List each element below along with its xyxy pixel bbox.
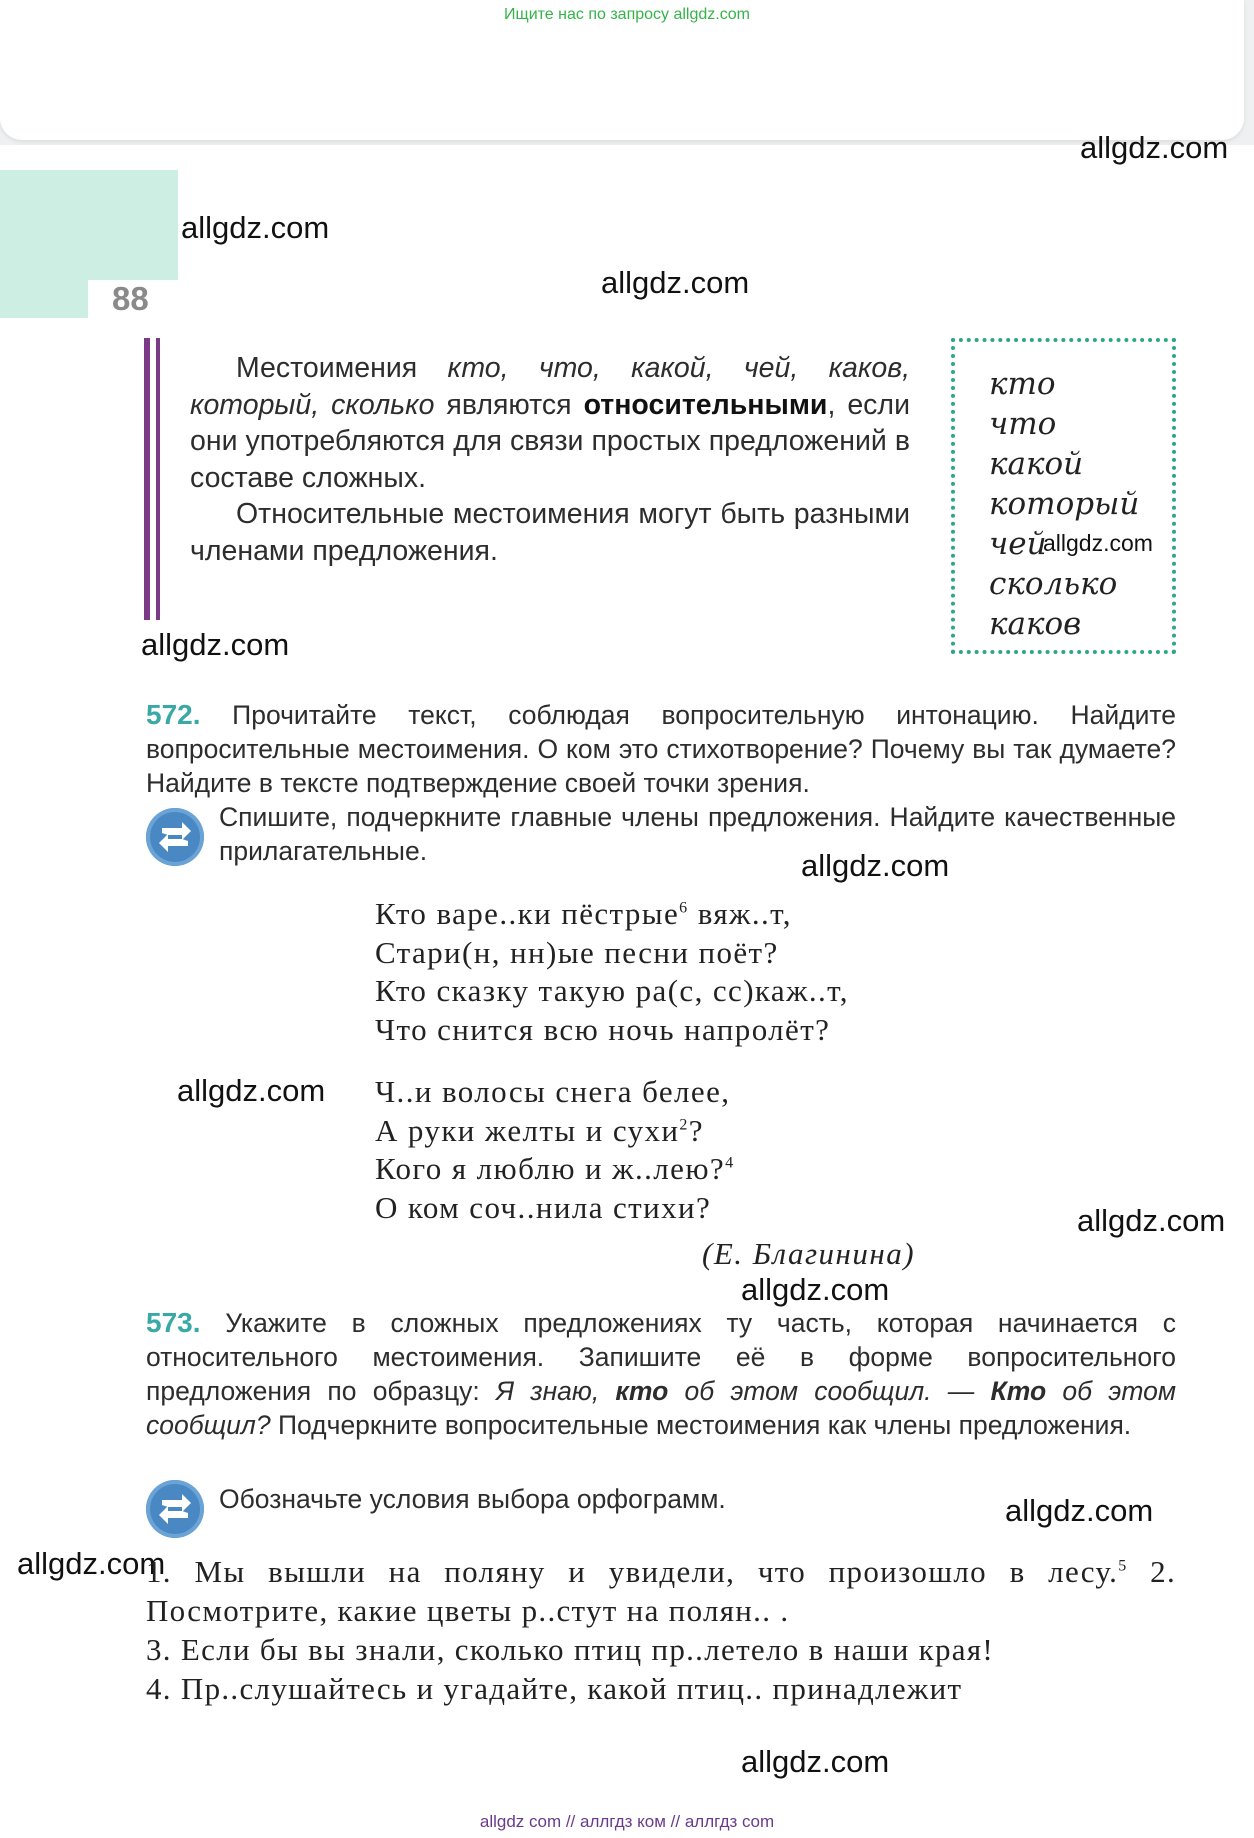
watermark: allgdz.com [177, 1073, 326, 1108]
watermark: allgdz.com [601, 265, 750, 300]
poem-author: (Е. Благинина) [702, 1236, 916, 1271]
page-number: 88 [112, 280, 149, 317]
repeat-icon [146, 1480, 204, 1538]
watermark: allgdz.com [801, 848, 950, 883]
exercise-number: 573. [146, 1307, 201, 1338]
exercise-number: 572. [146, 699, 201, 730]
watermark: allgdz.com [741, 1744, 890, 1779]
exercise-572-task: Спишите, подчеркните главные члены предложения. Найдите качественные прилагательные. [219, 802, 1176, 866]
repeat-icon [146, 808, 204, 866]
rule-pronouns: кто, что, какой, чей, каков, который, сколько [190, 352, 910, 421]
watermark: allgdz.com [17, 1546, 166, 1581]
watermark: allgdz.com [1043, 530, 1153, 556]
watermark: allgdz.com [1005, 1493, 1154, 1528]
rule-text: Местоимения кто, что, какой, чей, каков, который, сколько являются относительными, если они употребляются для связи простых предложений в составе сложных. Относительные местоимения могут быть разными членами предложения. [190, 350, 910, 569]
rule-marker-bar [144, 338, 150, 620]
poem-stanza-2: Ч..и волосы снега белее, А руки желты и сухи$^2$? Кого я люблю и ж..лею?$^4$ О ком соч..нила стихи? [375, 1074, 735, 1225]
pronoun-item: что [989, 406, 1057, 442]
rule-paragraph-2: Относительные местоимения могут быть разными членами предложения. [190, 498, 910, 567]
exercise-573: 573. Укажите в сложных предложениях ту часть, которая начинается с относительного местоимения. Запишите её в форме вопросительного предложения по образцу: Я знаю, кто об этом сообщил. — Кто об этом сообщил? Подчеркните вопросительные местоимения как члены предложения. [146, 1307, 1176, 1440]
exercise-573-task: Обозначьте условия выбора орфограмм. [219, 1484, 726, 1514]
pronoun-box [951, 338, 1176, 654]
rule-marker-bar [156, 338, 160, 620]
pronoun-item: сколько [989, 566, 1118, 602]
footer-links[interactable]: allgdz com // аллгдз ком // аллгдз com [479, 1812, 775, 1831]
pronoun-item: какой [989, 446, 1084, 482]
search-hint[interactable]: Ищите нас по запросу allgdz.com [504, 6, 750, 23]
pronoun-item: каков [989, 606, 1082, 642]
watermark: allgdz.com [141, 627, 290, 662]
rule-term: относительными [583, 388, 828, 421]
exercise-573-sentences: 1. Мы вышли на поляну и увидели, что произошло в лесу.$^5$ 2. Посмотрите, какие цветы р..стут на полян.. . 3. Если бы вы знали, сколько птиц пр..летело в наши края! 4. Пр..слушайтесь и угадайте, какой птиц.. принадлежит [146, 1554, 1176, 1706]
pronoun-item: чей [989, 526, 1047, 562]
pronoun-item: кто [989, 366, 1056, 402]
watermark: allgdz.com [741, 1272, 890, 1307]
poem-stanza-1: Кто варе..ки пёстрые$^6$ вяж..т, Стари(н, нн)ые песни поёт? Кто сказку такую ра(с, сс)каж..т, Что снится всю ночь напролёт? [375, 896, 849, 1047]
exercise-572: 572. Прочитайте текст, соблюдая вопросительную интонацию. Найдите вопросительные местоимения. О ком это стихотворение? Почему вы так думаете? Найдите в тексте подтверждение своей точки зрения. [146, 699, 1176, 798]
pronoun-item: который [989, 486, 1140, 522]
watermark: allgdz.com [181, 210, 330, 245]
watermark: allgdz.com [1080, 130, 1229, 165]
watermark: allgdz.com [1077, 1203, 1226, 1238]
